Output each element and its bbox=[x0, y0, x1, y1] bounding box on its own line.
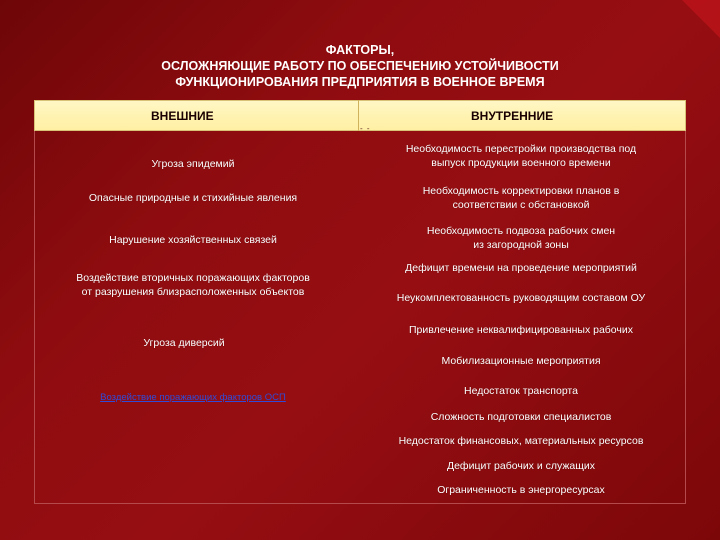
header-divider bbox=[358, 100, 359, 131]
internal-factor-energy: Ограниченность в энергоресурсах bbox=[437, 484, 605, 496]
internal-factor-transport: Недостаток транспорта bbox=[464, 385, 578, 397]
internal-factor-unskilled: Привлечение неквалифицированных рабочих bbox=[408, 324, 634, 336]
internal-factor-shifts-line1: Необходимость подвоза рабочих смен bbox=[426, 225, 616, 237]
internal-factor-training: Сложность подготовки специалистов bbox=[430, 411, 612, 423]
internal-factor-planning-line2: соответствии с обстановкой bbox=[452, 199, 590, 211]
title-line-3: ФУНКЦИОНИРОВАНИЯ ПРЕДПРИЯТИЯ В ВОЕННОЕ ВРЕМЯ bbox=[175, 75, 545, 89]
internal-factor-time-deficit: Дефицит времени на проведение мероприятий bbox=[405, 262, 637, 274]
external-factor-natural: Опасные природные и стихийные явления bbox=[88, 192, 298, 204]
corner-accent bbox=[682, 0, 720, 38]
internal-factor-management: Неукомплектованность руководящим составом ОУ bbox=[396, 292, 646, 304]
internal-factor-planning-line1: Необходимость корректировки планов в bbox=[422, 185, 620, 197]
internal-factor-shifts-line2: из загородной зоны bbox=[473, 239, 569, 251]
page-title bbox=[60, 42, 660, 90]
external-factor-sabotage: Угроза диверсий bbox=[143, 337, 225, 349]
external-factor-economic: Нарушение хозяйственных связей bbox=[109, 234, 277, 246]
column-header-external: ВНЕШНИЕ bbox=[151, 109, 214, 123]
internal-factor-workers: Дефицит рабочих и служащих bbox=[446, 460, 595, 472]
external-factor-epidemic: Угроза эпидемий bbox=[151, 158, 235, 170]
external-factor-secondary-line1: Воздействие вторичных поражающих факторов bbox=[76, 272, 310, 284]
column-header-internal: ВНУТРЕННИЕ bbox=[471, 109, 554, 123]
internal-factor-mobilization: Мобилизационные мероприятия bbox=[441, 355, 601, 367]
internal-factor-restructure-line2: выпуск продукции военного времени bbox=[431, 157, 611, 169]
internal-factor-restructure-line1: Необходимость перестройки производства под bbox=[405, 143, 637, 155]
title-line-1: ФАКТОРЫ, bbox=[325, 43, 395, 57]
external-factor-secondary-line2: от разрушения близрасположенных объектов bbox=[81, 286, 305, 298]
external-factor-link[interactable]: Воздействие поражающих факторов ОСП bbox=[100, 392, 286, 403]
title-line-2: ОСЛОЖНЯЮЩИЕ РАБОТУ ПО ОБЕСПЕЧЕНИЮ УСТОЙЧИВОСТИ bbox=[161, 59, 559, 73]
header-mark: - - bbox=[360, 124, 371, 133]
internal-factor-resources: Недостаток финансовых, материальных ресурсов bbox=[398, 435, 644, 447]
